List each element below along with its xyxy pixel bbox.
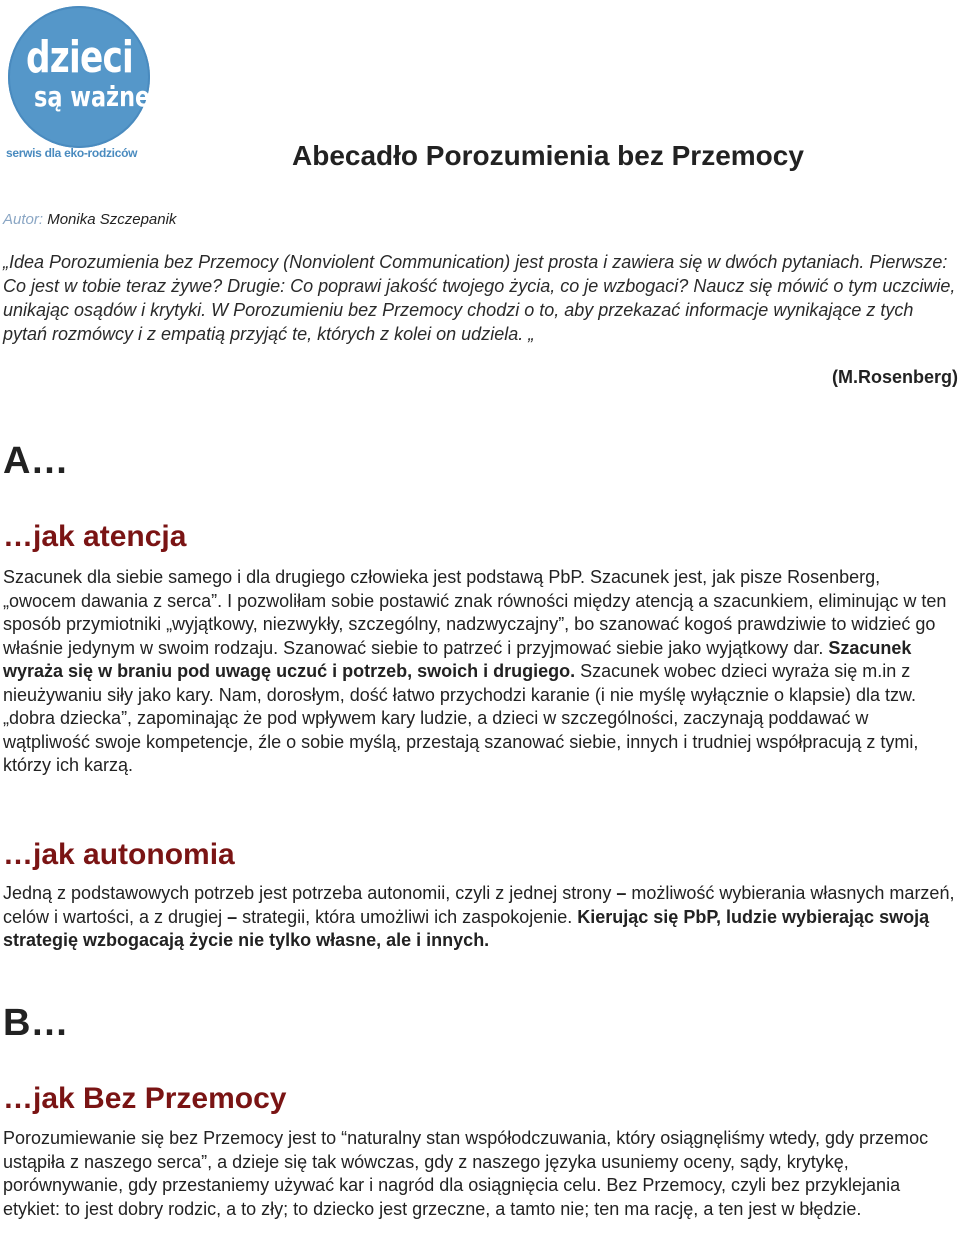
atencja-bold: Szacunek wyraża się w braniu pod uwagę uczuć i potrzeb, swoich i drugiego. [3,637,912,681]
author-line [3,211,176,228]
letter-a-heading: A… [3,440,69,482]
intro-quote: „Idea Porozumienia bez Przemocy (Nonviolent Communication) jest prosta i zawiera się w dwóch pytaniach. Pierwsze: Co jest w tobie teraz żywe? Drugie: Co poprawi jakość twojego życia, co je wzbogaci? Naucz się mówić o tym uczciwie, unikając osądów i krytyki. W Porozumieniu bez Przemocy chodzi o to, aby przekazać informacje wynikające z tych pytań rozmówcy i z empatią przyjąć te, których z kolei on udziela. „ [3,252,956,344]
atencja-text-1: Szacunek dla siebie samego i dla drugiego człowieka jest podstawą PbP. Szacunek jest, jak pisze Rosenberg, „owocem dawania z serca”. I pozwoliłam sobie postawić znak równości między atencją a szacunkiem, eliminując w ten sposób przymiotniki „wyjątkowy, niezwykły, szczególny, nadzwyczajny”, bo szanować kogoś prawdziwie to widzieć go właśnie jedynym w swoim rodzaju. Szanować siebie to patrzeć i przyjmować siebie jako wyjątkowy dar. [3,567,947,658]
autonomia-text-1: Jedną z podstawowych potrzeb jest potrzeba autonomii, czyli z jednej strony [3,883,617,903]
section-body-bez-przemocy: Porozumiewanie się bez Przemocy jest to “naturalny stan współodczuwania, który osiągnęliśmy wtedy, gdy przemoc ustąpiła z naszego serca”, a dzieje się tak wówczas, gdy z naszego języka usuniemy oceny, sądy, krytykę, porównywanie, gdy przestaniemy używać kar i nagród dla osiągnięcia celu. Bez Przemocy, czyli bez przyklejania etykiet: to jest dobry rodzic, a to zły; to dziecko jest grzeczne, a tamto nie; ten ma rację, a ten jest w błędzie. [3,1128,929,1219]
atencja-text-2: Szacunek wobec dzieci wyraża się m.in z nieużywaniu siły jako kary. Nam, dorosłym, dość łatwo przychodzi karanie (i nie myślę wyłącznie o klapsie) dla tzw. „dobra dziecka”, zapominając że pod wpływem kary ludzie, a dzieci w szczególności, zaczynają poddawać w wątpliwość swoje kompetencje, źle o sobie myślą, przestają szanować siebie, innych i trudniej współpracują z tymi, którzy ich karzą. [3,661,919,775]
autonomia-text-2: możliwość wybierania własnych marzeń, celów i wartości, a z drugiej [3,883,955,927]
section-body-autonomia [3,882,958,953]
logo-tagline: serwis dla eko-rodziców [6,146,138,160]
author-label: Autor: [3,211,44,228]
autonomia-text-3: strategii, która umożliwi ich zaspokojenie. [237,906,578,927]
page-title: Abecadło Porozumienia bez Przemocy [292,140,804,171]
site-logo[interactable] [4,6,154,166]
autonomia-dash-1: – [616,883,627,903]
autonomia-dash-2: – [227,906,238,927]
logo-text-dzieci: dzieci [26,32,134,83]
section-heading-atencja: …jak atencja [3,520,187,553]
section-body-atencja [3,566,958,778]
autonomia-bold: Kierując się PbP, ludzie wybierając swoją strategię wzbogacają życie nie tylko własne, ale i innych. [3,906,930,950]
section-heading-bez-przemocy: …jak Bez Przemocy [3,1082,287,1115]
author-name: Monika Szczepanik [47,211,177,228]
quote-signature: (M.Rosenberg) [832,367,958,387]
section-heading-autonomia: …jak autonomia [3,838,235,871]
letter-b-heading: B… [3,1002,69,1044]
logo-text-sa-wazne: są ważne [34,80,151,113]
